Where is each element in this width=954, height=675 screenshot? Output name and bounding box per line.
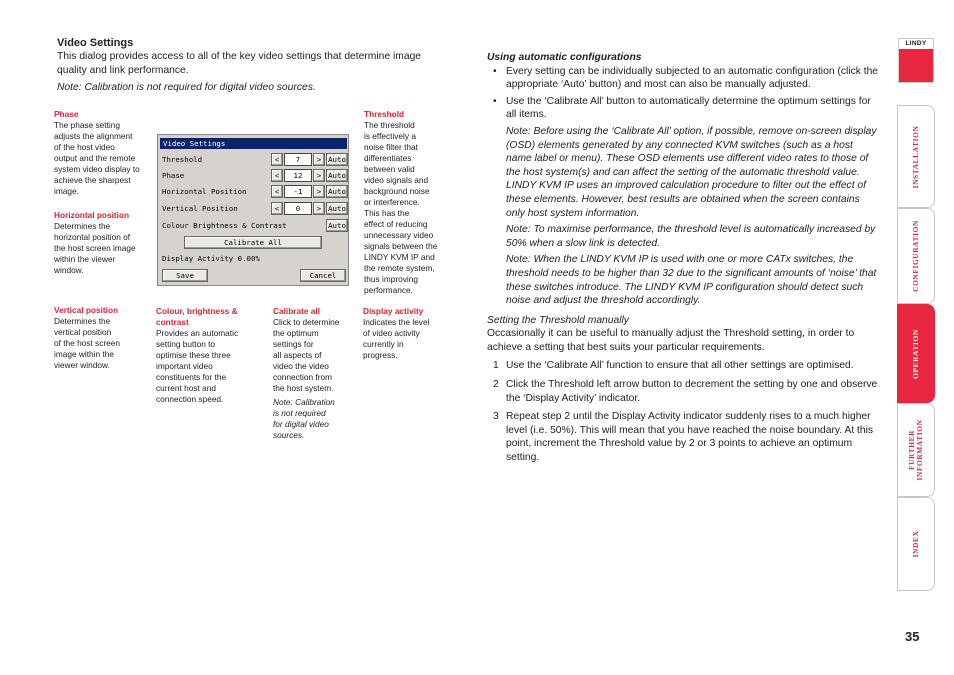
step-item bbox=[487, 359, 879, 373]
caption-line: settings for bbox=[273, 339, 314, 349]
caption-note bbox=[273, 397, 353, 441]
caption-line: background noise bbox=[364, 186, 430, 196]
caption-line: Determines the bbox=[54, 221, 111, 231]
caption-heading: Display activity bbox=[363, 306, 424, 316]
caption-line: system video display to bbox=[54, 164, 140, 174]
caption-line: adjusts the alignment bbox=[54, 131, 133, 141]
caption-note-line: is not required bbox=[273, 408, 326, 418]
step-text: Repeat step 2 until the Display Activity indicator suddenly rises to a much higher level (i.e. 50%). This will mean that you have reached the noise boundary. At this point, increment the Threshold value by 2 or 3 points to achieve an optimum setting. bbox=[506, 411, 874, 464]
caption-line: horizontal position of bbox=[54, 232, 131, 242]
threshold-decrement-button[interactable]: < bbox=[271, 153, 283, 166]
tab-label: FURTHER INFORMATION bbox=[907, 419, 924, 481]
caption-heading: contrast bbox=[156, 317, 189, 327]
calibrate-all-button[interactable]: Calibrate All bbox=[184, 236, 322, 249]
caption-display-activity bbox=[363, 306, 445, 361]
caption-line: Click to determine bbox=[273, 317, 340, 327]
step-text: Use the ‘Calibrate All’ function to ensure that all other settings are optimised. bbox=[506, 360, 854, 372]
note-catx: Note: When the LINDY KVM IP is used with one or more CATx switches, the threshold needs to be higher than 32 due to the significant amounts of ‘noise’ that these switches introduce. The LINDY KVM IP configuration should detect such noise and adjust the threshold accordingly. bbox=[506, 254, 877, 307]
manual-heading: Setting the Threshold manually bbox=[487, 314, 629, 326]
caption-line: important video bbox=[156, 361, 213, 371]
step-text: Click the Threshold left arrow button to decrement the setting by one and observe the ‘Display Activity’ indicator. bbox=[506, 379, 878, 404]
caption-line: effect of reducing bbox=[364, 219, 428, 229]
caption-line: image within the bbox=[54, 349, 114, 359]
display-activity-readout: Display Activity 0.00% bbox=[162, 254, 260, 263]
threshold-label: Threshold bbox=[162, 155, 203, 164]
intro-text: This dialog provides access to all of the key video settings that determine image quality and link performance. bbox=[57, 51, 422, 76]
step-item bbox=[487, 410, 879, 464]
caption-line: connection from bbox=[273, 372, 333, 382]
caption-heading: Horizontal position bbox=[54, 210, 130, 220]
caption-line: current host and bbox=[156, 383, 216, 393]
colour-brightness-contrast-label: Colour Brightness & Contrast bbox=[162, 221, 287, 230]
caption-line: output and the remote bbox=[54, 153, 136, 163]
video-settings-dialog bbox=[157, 134, 349, 286]
caption-line: between valid bbox=[364, 164, 415, 174]
colour-auto-button[interactable]: Auto bbox=[326, 219, 348, 232]
save-button[interactable]: Save bbox=[162, 269, 208, 282]
note-threshold-slow: Note: To maximise performance, the threshold level is automatically increased by 50% when a slow link is detected. bbox=[506, 224, 876, 249]
phase-value: 12 bbox=[284, 169, 312, 182]
colour-row bbox=[161, 219, 347, 232]
caption-line: the host system. bbox=[273, 383, 334, 393]
caption-note-line: Note: Calibration bbox=[273, 397, 335, 407]
brand-text: LINDY bbox=[905, 40, 927, 47]
caption-line: video signals and bbox=[364, 175, 429, 185]
bullet-item: • Every setting can be individually subjected to an automatic configuration (click the appropriate ‘Auto’ button) and most can also be manually adjusted. bbox=[487, 65, 879, 92]
caption-line: optimise these three bbox=[156, 350, 231, 360]
caption-line: video the video bbox=[273, 361, 329, 371]
caption-line: achieve the sharpest bbox=[54, 175, 131, 185]
caption-line: thus improving bbox=[364, 274, 418, 284]
tab-label: CONFIGURATION bbox=[911, 220, 920, 292]
caption-line: Indicates the level bbox=[363, 317, 430, 327]
caption-heading: Calibrate all bbox=[273, 306, 321, 316]
horizontal-auto-button[interactable]: Auto bbox=[326, 185, 348, 198]
caption-line: viewer window. bbox=[54, 360, 110, 370]
note-osd: Note: Before using the ‘Calibrate All’ option, if possible, remove on-screen display (OSD) elements generated by any connected KVM switches (such as a host name label or menu). These OSD elements use different video rates to those of the host system(s) and can affect the setting of the automatic threshold value. LINDY KVM IP uses an improved calculation procedure to filter out the effect of these elements. However, best results are obtained when the screen contains only host system information. bbox=[506, 125, 877, 219]
tab-label: INSTALLATION bbox=[911, 125, 920, 188]
caption-line: the optimum bbox=[273, 328, 319, 338]
tab-label: INDEX bbox=[911, 530, 920, 558]
caption-line: of video activity bbox=[363, 328, 420, 338]
phase-decrement-button[interactable]: < bbox=[271, 169, 283, 182]
caption-line: Determines the bbox=[54, 316, 111, 326]
caption-line: Provides an automatic bbox=[156, 328, 239, 338]
threshold-row bbox=[161, 153, 347, 166]
caption-line: noise filter that bbox=[364, 142, 418, 152]
activity-row bbox=[161, 252, 347, 265]
caption-line: setting button to bbox=[156, 339, 216, 349]
tab-installation[interactable] bbox=[897, 105, 935, 208]
caption-heading: Colour, brightness & bbox=[156, 306, 238, 316]
horizontal-decrement-button[interactable]: < bbox=[271, 185, 283, 198]
threshold-value: 7 bbox=[284, 153, 312, 166]
page-number: 35 bbox=[905, 629, 920, 644]
caption-line: differentiates bbox=[364, 153, 412, 163]
caption-line: within the viewer bbox=[54, 254, 116, 264]
caption-vertical-position bbox=[54, 305, 154, 371]
caption-line: vertical position bbox=[54, 327, 112, 337]
caption-line: or interference. bbox=[364, 197, 420, 207]
caption-note-line: for digital video bbox=[273, 419, 329, 429]
cancel-button[interactable]: Cancel bbox=[300, 269, 346, 282]
auto-config-heading: Using automatic configurations bbox=[487, 52, 642, 63]
threshold-increment-button[interactable]: > bbox=[313, 153, 325, 166]
step-number: 1 bbox=[493, 360, 499, 372]
lindy-logo bbox=[898, 38, 934, 83]
threshold-auto-button[interactable]: Auto bbox=[326, 153, 348, 166]
vertical-position-row bbox=[161, 202, 347, 215]
intro-note: Note: Calibration is not required for digital video sources. bbox=[57, 82, 316, 93]
caption-line: signals between the bbox=[364, 241, 438, 251]
caption-heading: Phase bbox=[54, 109, 79, 119]
caption-line: unnecessary video bbox=[364, 230, 434, 240]
caption-line: connection speed. bbox=[156, 394, 224, 404]
caption-colour-brightness-contrast bbox=[156, 306, 266, 405]
caption-line: constituents for the bbox=[156, 372, 227, 382]
caption-line: window. bbox=[54, 265, 84, 275]
phase-label: Phase bbox=[162, 171, 185, 180]
vertical-position-value: 0 bbox=[284, 202, 312, 215]
caption-line: currently in bbox=[363, 339, 404, 349]
caption-line: all aspects of bbox=[273, 350, 322, 360]
caption-line: the remote system, bbox=[364, 263, 435, 273]
caption-line: The phase setting bbox=[54, 120, 120, 130]
tab-index[interactable] bbox=[897, 497, 935, 591]
phase-row bbox=[161, 169, 347, 182]
horizontal-increment-button[interactable]: > bbox=[313, 185, 325, 198]
caption-line: LINDY KVM IP and bbox=[364, 252, 435, 262]
caption-threshold bbox=[364, 109, 446, 296]
right-column bbox=[487, 51, 879, 465]
caption-calibrate-all bbox=[273, 306, 353, 441]
vertical-decrement-button[interactable]: < bbox=[271, 202, 283, 215]
vertical-increment-button[interactable]: > bbox=[313, 202, 325, 215]
caption-line: image. bbox=[54, 186, 79, 196]
caption-line: the host screen image bbox=[54, 243, 136, 253]
step-number: 2 bbox=[493, 379, 499, 391]
caption-line: The threshold bbox=[364, 120, 415, 130]
horizontal-position-value: -1 bbox=[284, 185, 312, 198]
step-item bbox=[487, 378, 879, 405]
caption-line: This has the bbox=[364, 208, 410, 218]
caption-note-line: sources. bbox=[273, 430, 305, 440]
brand-red-block bbox=[899, 49, 933, 82]
manual-intro: Occasionally it can be useful to manually adjust the Threshold setting, in order to achieve a setting that best suits your particular requirements. bbox=[487, 328, 855, 353]
bullet-item: • Use the ‘Calibrate All’ button to automatically determine the optimum settings for all items. bbox=[487, 95, 879, 122]
tab-configuration[interactable] bbox=[897, 208, 935, 304]
horizontal-position-row bbox=[161, 185, 347, 198]
caption-phase bbox=[54, 109, 154, 197]
phase-auto-button[interactable]: Auto bbox=[326, 169, 348, 182]
caption-line: performance. bbox=[364, 285, 413, 295]
caption-heading: Threshold bbox=[364, 109, 405, 119]
tab-operation[interactable] bbox=[897, 304, 935, 403]
tab-label: OPERATION bbox=[911, 328, 920, 379]
caption-heading: Vertical position bbox=[54, 305, 119, 315]
caption-line: progress. bbox=[363, 350, 398, 360]
caption-line: of the host video bbox=[54, 142, 115, 152]
step-number: 3 bbox=[493, 411, 499, 423]
caption-line: is effectively a bbox=[364, 131, 416, 141]
dialog-title: Video Settings bbox=[160, 138, 347, 149]
phase-increment-button[interactable]: > bbox=[313, 169, 325, 182]
tab-further-information[interactable] bbox=[897, 403, 935, 497]
vertical-auto-button[interactable]: Auto bbox=[326, 202, 348, 215]
vertical-position-label: Vertical Position bbox=[162, 204, 238, 213]
caption-horizontal-position bbox=[54, 210, 154, 276]
caption-line: of the host screen bbox=[54, 338, 120, 348]
horizontal-position-label: Horizontal Position bbox=[162, 187, 247, 196]
section-title: Video Settings bbox=[57, 37, 134, 49]
